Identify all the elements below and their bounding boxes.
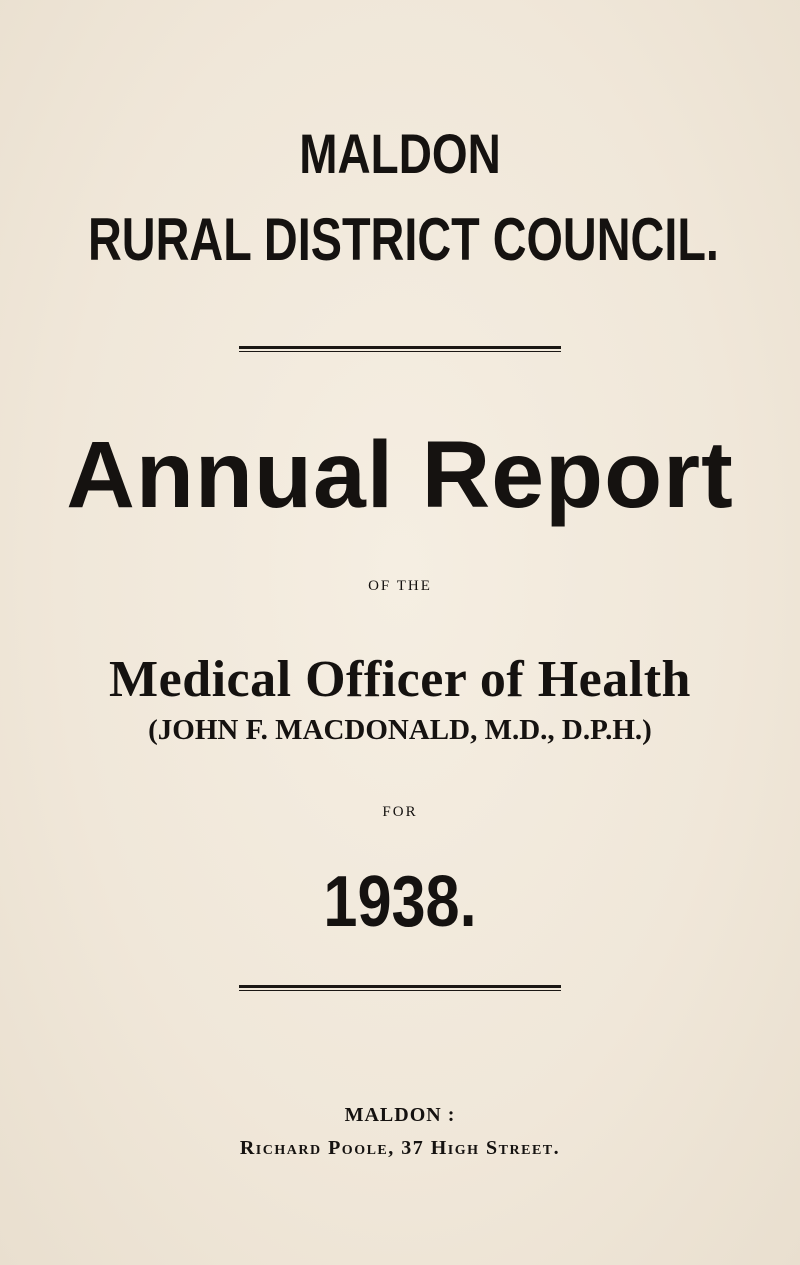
medical-officer-subheading: Medical Officer of Health xyxy=(109,651,691,708)
publisher-place: MALDON : xyxy=(344,1104,456,1126)
council-title-rural-district: RURAL DISTRICT COUNCIL. xyxy=(88,206,719,273)
author-credit: (JOHN F. MACDONALD, M.D., D.P.H.) xyxy=(148,714,652,746)
report-year: 1938. xyxy=(323,862,477,942)
double-rule-divider xyxy=(239,346,561,352)
double-rule-divider-bottom xyxy=(239,985,561,991)
council-title-maldon: MALDON xyxy=(299,122,501,185)
of-the-text: OF THE xyxy=(368,578,432,594)
for-text: FOR xyxy=(382,804,418,820)
annual-report-heading: Annual Report xyxy=(66,422,734,528)
publisher-imprint: Richard Poole, 37 High Street. xyxy=(239,1137,561,1159)
